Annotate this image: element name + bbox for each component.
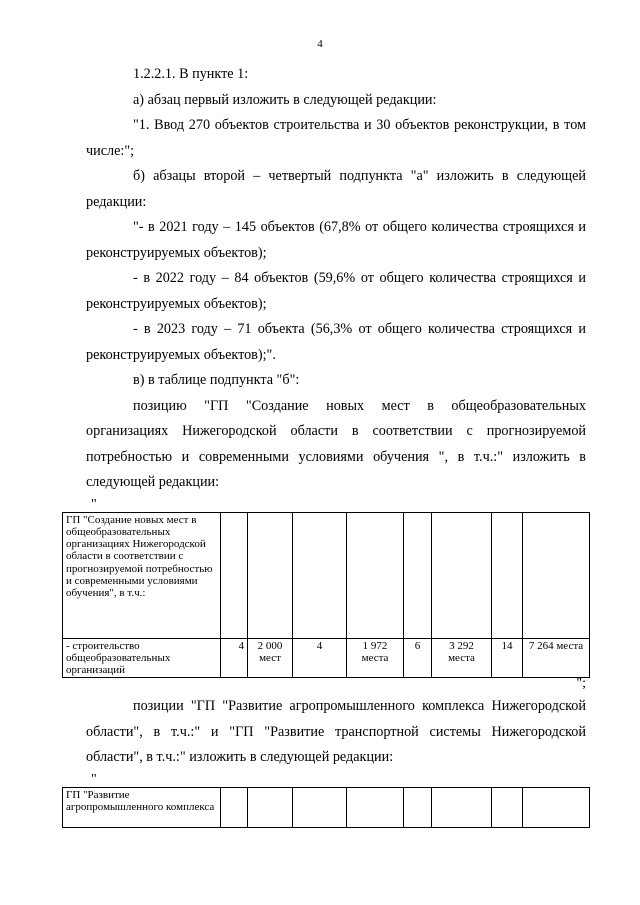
table-cell	[523, 512, 590, 638]
table-2	[62, 787, 590, 828]
table-2-row-1-label: ГП "Развитие агропромышленного комплекса	[63, 787, 221, 827]
paragraph-5: "- в 2021 году – 145 объектов (67,8% от общего количества строящихся и реконструируемых объектов);	[86, 219, 586, 261]
paragraph-1: 1.2.2.1. В пункте 1:	[133, 66, 249, 82]
table-1-row-1-label: ГП "Создание новых мест в общеобразовательных организациях Нижегородской области в соответствии с прогнозируемой потребностью и современными условиями обучения", в т.ч.:	[63, 512, 221, 638]
table-cell	[523, 787, 590, 827]
table-1-row-2-c5: 6	[404, 638, 432, 678]
table-cell	[221, 512, 248, 638]
table-1-row-2-c3: 4	[293, 638, 347, 678]
paragraph-6: - в 2022 году – 84 объектов (59,6% от общего количества строящихся и реконструируемых объектов);	[86, 270, 586, 312]
paragraph-4: б) абзацы второй – четвертый подпункта "а" изложить в следующей редакции:	[86, 168, 586, 210]
table-2-row-1	[63, 787, 590, 827]
table-cell	[293, 787, 347, 827]
table-1-row-header	[63, 512, 590, 638]
table-1-row-2-c1: 4	[221, 638, 248, 678]
paragraph-7: - в 2023 году – 71 объекта (56,3% от общего количества строящихся и реконструируемых объектов);".	[86, 321, 586, 363]
table-1-row-2-c7: 14	[492, 638, 523, 678]
paragraph-2: а) абзац первый изложить в следующей редакции:	[133, 91, 437, 108]
table-cell	[293, 512, 347, 638]
table-cell	[347, 787, 404, 827]
table-cell	[432, 787, 492, 827]
table-1-row-2-c2: 2 000 мест	[248, 638, 293, 678]
opening-quote-1: "	[91, 496, 97, 512]
paragraph-8: в) в таблице подпункта "б":	[133, 372, 300, 388]
document-body	[66, 62, 586, 828]
page-number: 4	[317, 38, 323, 50]
table-1-row-2-c6: 3 292 места	[432, 638, 492, 678]
table-cell	[248, 512, 293, 638]
table-cell	[404, 787, 432, 827]
table-cell	[221, 787, 248, 827]
table-cell	[432, 512, 492, 638]
closing-quote-1: ";	[576, 676, 586, 692]
table-cell	[404, 512, 432, 638]
paragraph-10: позиции "ГП "Развитие агропромышленного комплекса Нижегородской области", в т.ч.:" и "ГП "Развитие транспортной системы Нижегородской области", в т.ч.:" изложить в следующей редакции:	[86, 698, 586, 766]
table-cell	[248, 787, 293, 827]
table-1-row-2-c4: 1 972 места	[347, 638, 404, 678]
opening-quote-2: "	[91, 771, 97, 787]
paragraph-9: позицию "ГП "Создание новых мест в общеобразовательных организациях Нижегородской области в соответствии с прогнозируемой потребностью и современными условиями обучения ", в т.ч.:" изложить в следующей редакции:	[86, 397, 586, 490]
table-1	[62, 512, 590, 679]
table-cell	[492, 512, 523, 638]
table-cell	[347, 512, 404, 638]
table-1-row-2-label: - строительство общеобразовательных организаций	[63, 638, 221, 678]
table-cell	[492, 787, 523, 827]
table-1-row-2	[63, 638, 590, 678]
table-1-row-2-c8: 7 264 места	[523, 638, 590, 678]
paragraph-3: "1. Ввод 270 объектов строительства и 30 объектов реконструкции, в том числе:";	[86, 117, 586, 159]
